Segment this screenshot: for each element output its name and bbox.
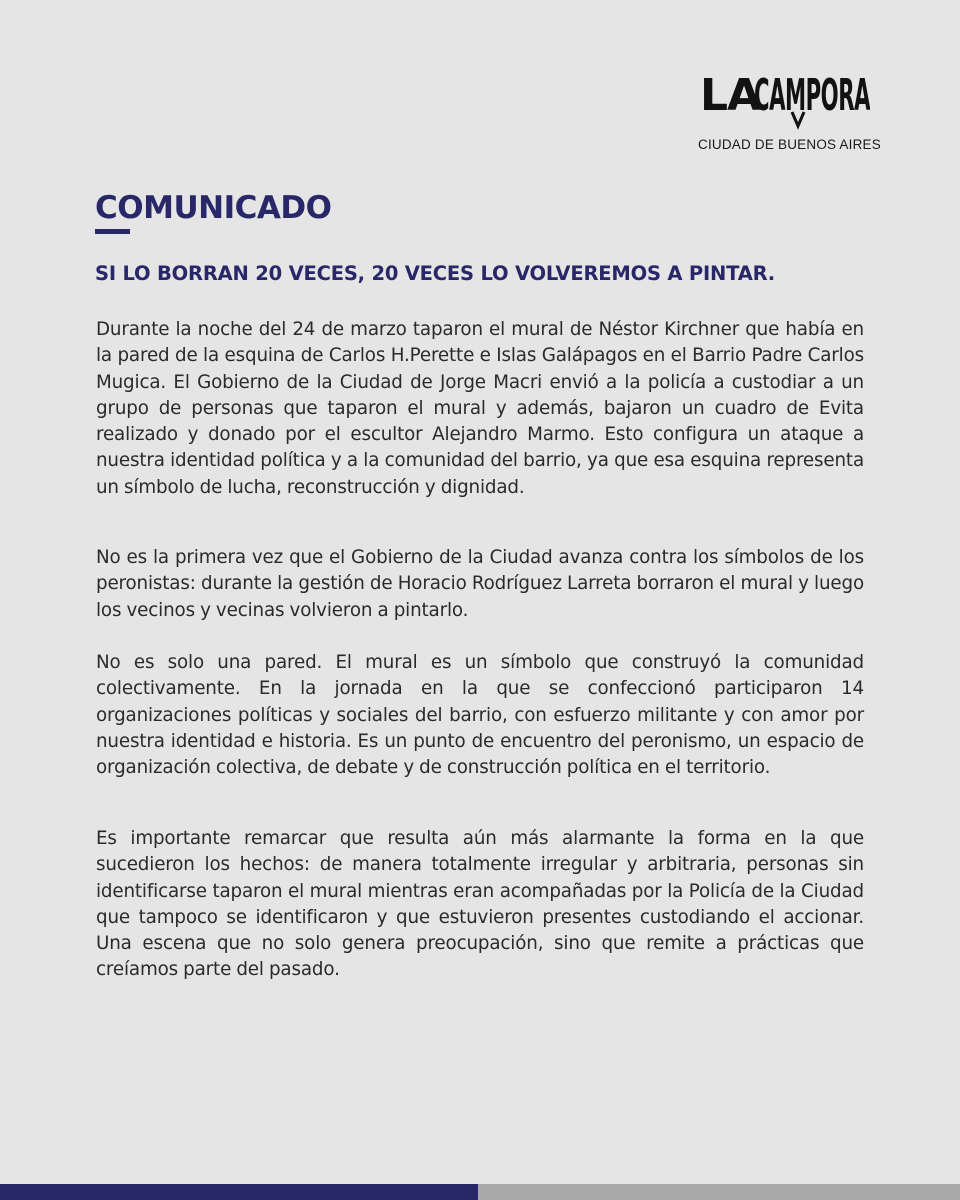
bottom-bar-accent	[0, 1184, 478, 1200]
title-underline	[95, 229, 130, 234]
body-paragraph-1: Durante la noche del 24 de marzo taparon el mural de Néstor Kirchner que había en la pared de la esquina de Carlos H.Perette e Islas Galápagos en el Barrio Padre Carlos Mugica. El Gobierno de la Ciudad de Jorge Macri envió a la policía a custodiar a un grupo de personas que taparon el mural y además, bajaron un cuadro de Evita realizado y donado por el escultor Alejandro Marmo. Esto configura un ataque a nuestra identidad política y a la comunidad del barrio, ya que esa esquina representa un símbolo de lucha, reconstrucción y dignidad.	[96, 319, 864, 498]
la-campora-logo	[696, 72, 881, 162]
page-title: COMUNICADO	[95, 190, 332, 226]
bottom-bar-gray	[478, 1184, 960, 1200]
logo-word-la: LA	[700, 72, 761, 121]
logo-subtitle: CIUDAD DE BUENOS AIRES	[698, 137, 881, 152]
page-subtitle: SI LO BORRAN 20 VECES, 20 VECES LO VOLVEREMOS A PINTAR.	[95, 262, 776, 285]
logo-wordmark	[700, 72, 870, 130]
logo-word-campora: CAMPORA	[754, 72, 870, 121]
body-paragraph-3: No es solo una pared. El mural es un símbolo que construyó la comunidad colectivamente. En la jornada en la que se confeccionó participaron 14 organizaciones políticas y sociales del barrio, con esfuerzo militante y con amor por nuestra identidad e historia. Es un punto de encuentro del peronismo, un espacio de organización colectiva, de debate y de construcción política en el territorio.	[96, 652, 864, 779]
body-paragraph-4: Es importante remarcar que resulta aún más alarmante la forma en la que sucedieron los hechos: de manera totalmente irregular y arbitraria, personas sin identificarse taparon el mural mientras eran acompañadas por la Policía de la Ciudad que tampoco se identificaron y que estuvieron presentes custodiando el accionar. Una escena que no solo genera preocupación, sino que remite a prácticas que creíamos parte del pasado.	[96, 828, 864, 981]
body-paragraph-2: No es la primera vez que el Gobierno de la Ciudad avanza contra los símbolos de los peronistas: durante la gestión de Horacio Rodríguez Larreta borraron el mural y luego los vecinos y vecinas volvieron a pintarlo.	[96, 547, 864, 621]
